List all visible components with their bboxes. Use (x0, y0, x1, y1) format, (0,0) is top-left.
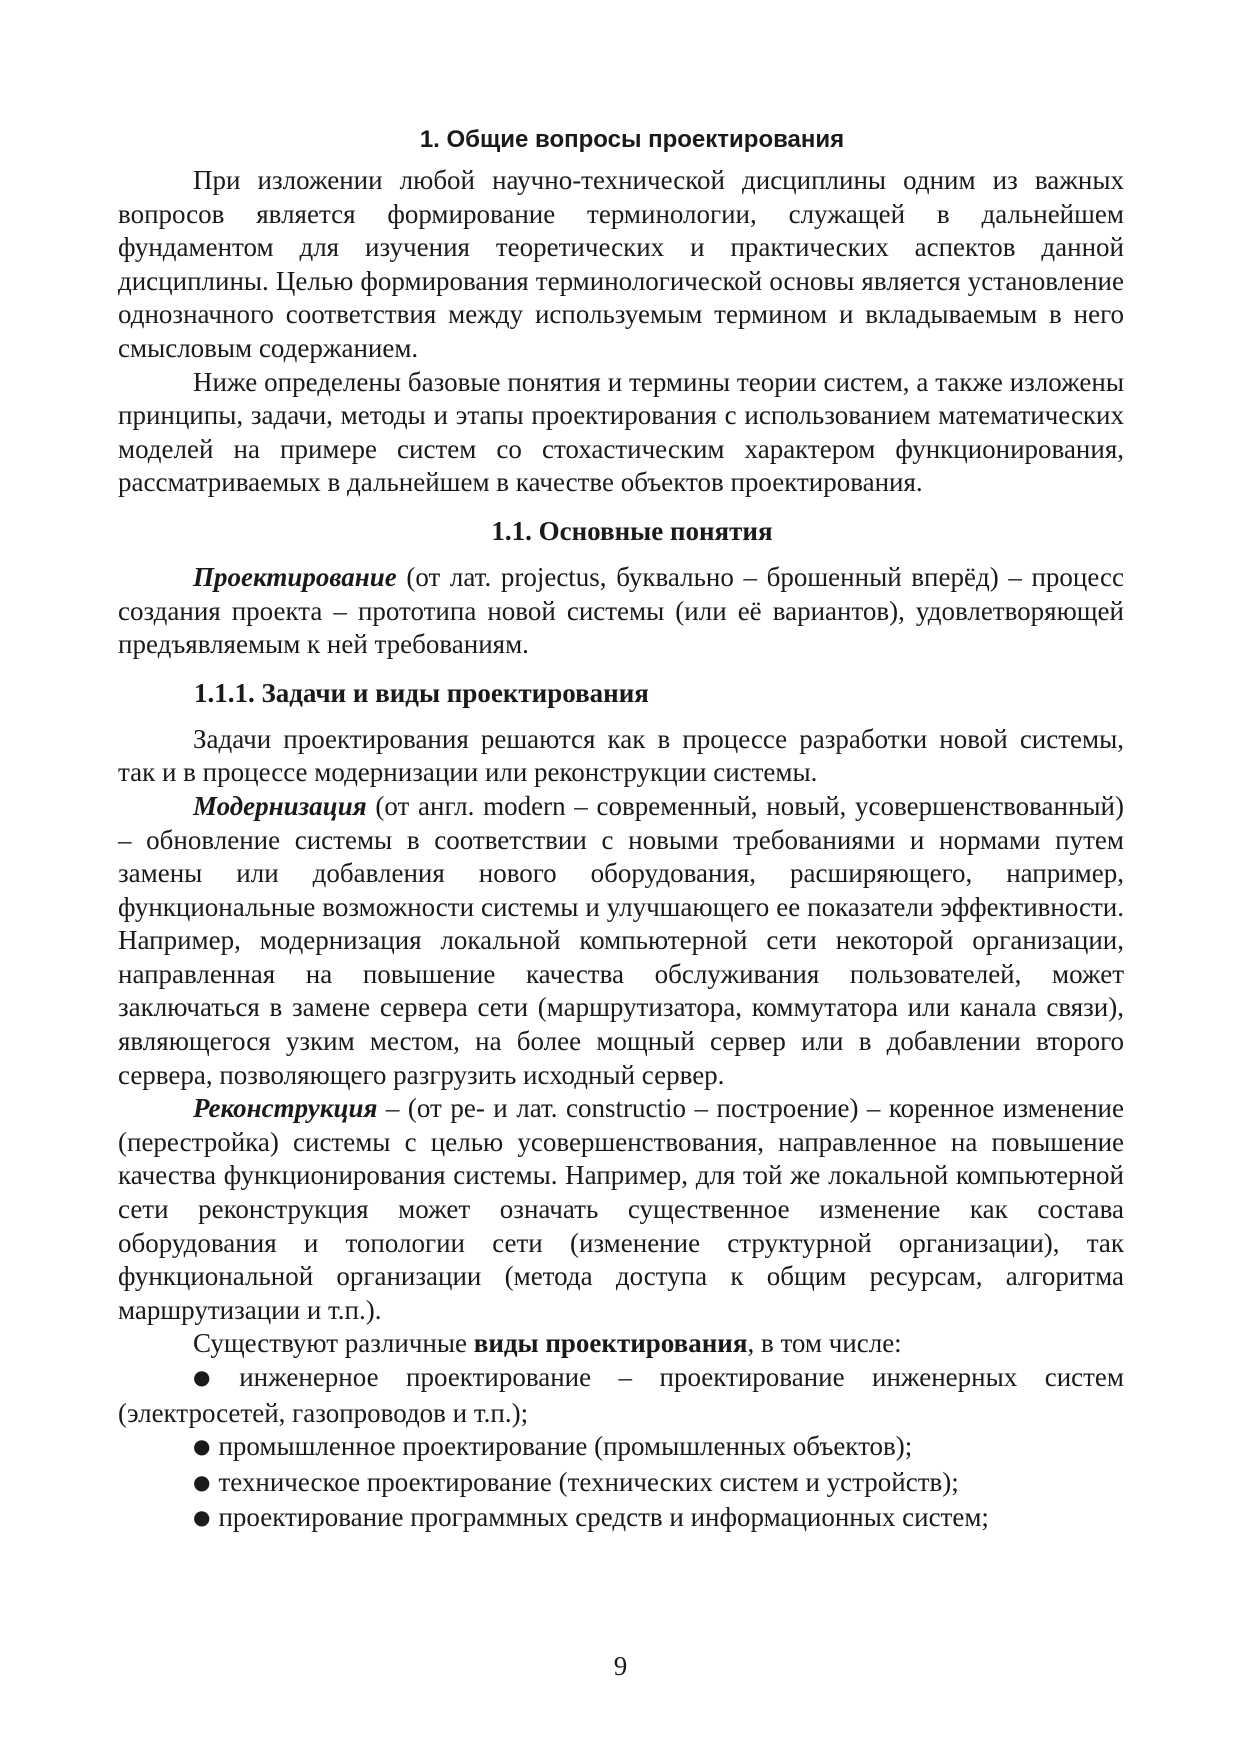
list-item (118, 1501, 1124, 1537)
definition-text: – (от ре- и лат. constructio – построение) – коренное изменение (перестройка) системы с целью усовершенствования, направленное на повышение качества функционирования системы. Например, для той же локальной компьютерной сети реконструкция может означать существенное изменение как состава оборудования и топологии сети (изменение структурной организации), так функциональной организации (метода доступа к общим ресурсам, алгоритма маршрутизации и т.п.). (118, 1093, 1124, 1325)
definition-text: (от лат. projectus, буквально – брошенный вперёд) – процесс создания проекта – прототипа новой системы (или её вариантов), удовлетворяющей предъявляемым к ней требованиям. (118, 561, 1124, 660)
subsubsection-title: 1.1.1. Задачи и виды проектирования (194, 677, 649, 708)
term-design: Проектирование (193, 561, 397, 592)
list-item-text: техническое проектирование (технических систем и устройств); (218, 1466, 959, 1497)
list-item-text: промышленное проектирование (промышленных объектов); (218, 1431, 913, 1462)
section-paragraph: Ниже определены базовые понятия и термины теории систем, а также изложены принципы, задачи, методы и этапы проектирования с использованием математических моделей на примере систем со стохастическим характером функционирования, рассматриваемых в дальнейшем в качестве объектов проектирования. (118, 366, 1124, 498)
section-title: 1. Общие вопросы проектирования (419, 126, 845, 153)
page-body (118, 126, 1124, 1537)
types-intro-text: , в том числе: (747, 1328, 902, 1359)
subsection-title: 1.1. Основные понятия (491, 515, 773, 546)
list-item (118, 1430, 1124, 1466)
list-item (118, 1361, 1124, 1430)
bullet-icon: ● (193, 1469, 211, 1494)
list-item-text: проектирование программных средств и информационных систем; (218, 1502, 989, 1533)
bullet-icon: ● (193, 1365, 232, 1389)
section-paragraph: При изложении любой научно-технической дисциплины одним из важных вопросов является формирование терминологии, служащей в дальнейшем фундаментом для изучения теоретических и практических аспектов данной дисциплины. Целью формирования терминологической основы является установление однозначного соответствия между используемым термином и вкладываемым в него смысловым содержанием. (118, 165, 1124, 363)
types-intro-text: Существуют различные (193, 1328, 474, 1359)
list-item (118, 1466, 1124, 1502)
list-item-text: инженерное проектирование – проектирование инженерных систем (электросетей, газопроводов и т.п.); (118, 1362, 1125, 1428)
bullet-icon: ● (193, 1505, 211, 1530)
types-intro-bold: виды проектирования (473, 1328, 748, 1359)
body-paragraph: Задачи проектирования решаются как в процессе разработки новой системы, так и в процессе модернизации или реконструкции системы. (118, 723, 1124, 788)
term-modernization: Модернизация (193, 790, 367, 821)
types-intro (118, 1327, 1124, 1361)
definition-text: (от англ. modern – современный, новый, усовершенствованный) – обновление системы в соответствии с новыми требованиями и нормами путем замены или добавления нового оборудования, расширяющего, например, функциональные возможности системы и улучшающего ее показатели эффективности. Например, модернизация локальной компьютерной сети некоторой организации, направленная на повышение качества обслуживания пользователей, может заключаться в замене сервера сети (маршрутизатора, коммутатора или канала связи), являющегося узким местом, на более мощный сервер или в добавлении второго сервера, позволяющего разгрузить исходный сервер. (118, 790, 1124, 1090)
definition-paragraph (118, 1092, 1124, 1327)
definition-paragraph (118, 561, 1124, 662)
page-number: 9 (613, 1651, 628, 1681)
bullet-icon: ● (193, 1434, 211, 1459)
term-reconstruction: Реконструкция (193, 1093, 378, 1124)
definition-paragraph (118, 790, 1124, 1092)
